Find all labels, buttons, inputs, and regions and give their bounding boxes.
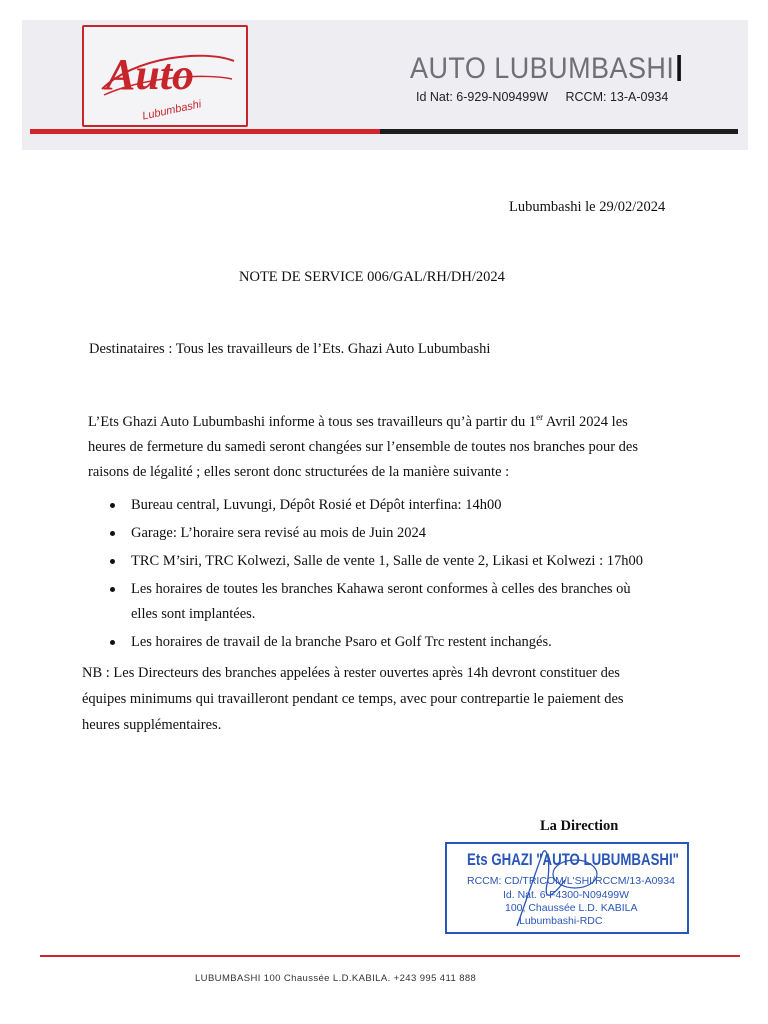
- footer-rule: [40, 955, 740, 957]
- logo-wordmark: Auto: [106, 50, 195, 99]
- bullet-icon: [110, 587, 115, 592]
- stamp-line-5: Lubumbashi-RDC: [519, 915, 603, 927]
- logo-subtext: Lubumbashi: [141, 98, 203, 123]
- header-rule-red: [30, 129, 380, 134]
- list-item: Bureau central, Luvungi, Dépôt Rosié et Dépôt interfina: 14h00: [110, 493, 700, 518]
- logo-graphic: [84, 27, 246, 125]
- list-item: Garage: L’horaire sera revisé au mois de Juin 2024: [110, 521, 700, 546]
- bullet-icon: [110, 559, 115, 564]
- bullet-icon: [110, 531, 115, 536]
- stamp-line-1: Ets GHAZI "AUTO LUBUMBASHI": [467, 850, 679, 869]
- intro-line-2: heures de fermeture du samedi seront changées sur l’ensemble de toutes nos branches pour des: [88, 439, 639, 455]
- intro-line-1: L’Ets Ghazi Auto Lubumbashi informe à tous ses travailleurs qu’à partir du 1er Avril 2024 les: [88, 412, 628, 430]
- stamp-line-4: 100, Chaussée L.D. KABILA: [505, 902, 638, 914]
- stamp-line-3: Id. Nat. 6-F4300-N09499W: [503, 889, 630, 901]
- stamp-line-2: RCCM: CD/TRICOM/L'SHI/RCCM/13-A0934: [467, 875, 675, 887]
- list-item: TRC M’siri, TRC Kolwezi, Salle de vente 1, Salle de vente 2, Likasi et Kolwezi : 17h00: [110, 549, 700, 574]
- footer-address: LUBUMBASHI 100 Chaussée L.D.KABILA. +243 995 411 888: [195, 973, 477, 984]
- header-rule-black: [380, 129, 738, 134]
- bullet-icon: [110, 503, 115, 508]
- intro-paragraph: [88, 410, 680, 485]
- bullet-icon: [110, 640, 115, 645]
- company-identifiers: [416, 90, 668, 104]
- list-item: Les horaires de toutes les branches Kahawa seront conformes à celles des branches où elles sont implantées.: [110, 577, 700, 627]
- rccm: RCCM: 13-A-0934: [565, 90, 669, 104]
- company-name: AUTO LUBUMBASHI: [410, 52, 681, 86]
- list-item: Les horaires de travail de la branche Psaro et Golf Trc restent inchangés.: [110, 630, 700, 655]
- company-stamp: [445, 842, 689, 934]
- signature-title: La Direction: [540, 818, 619, 834]
- schedule-list: [110, 493, 700, 655]
- id-nat: Id Nat: 6-929-N09499W: [416, 90, 549, 104]
- date-line: Lubumbashi le 29/02/2024: [509, 199, 666, 215]
- document-title: NOTE DE SERVICE 006/GAL/RH/DH/2024: [239, 269, 505, 285]
- nb-paragraph: NB : Les Directeurs des branches appelées à rester ouvertes après 14h devront constituer des équipes minimums qui travailleront pendant ce temps, avec pour contrepartie le paiement des heures supplémentaires.: [82, 665, 624, 733]
- recipients-line: Destinataires : Tous les travailleurs de l’Ets. Ghazi Auto Lubumbashi: [89, 341, 491, 357]
- company-logo: [82, 25, 248, 127]
- intro-line-3: raisons de légalité ; elles seront donc structurées de la manière suivante :: [88, 464, 510, 480]
